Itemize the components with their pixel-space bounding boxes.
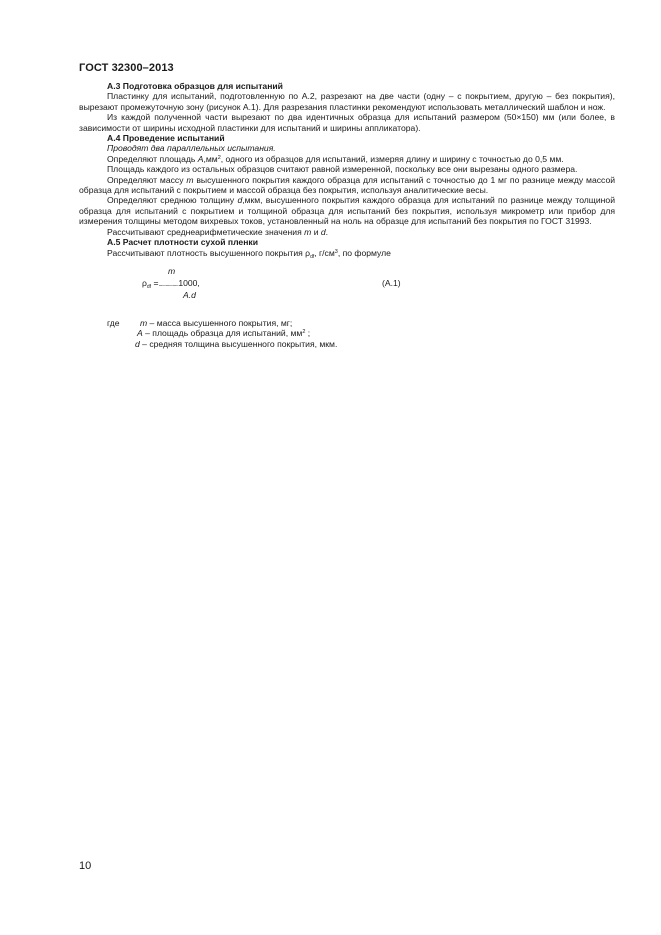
- variable-d: d: [237, 195, 243, 206]
- text: Определяют массу: [107, 174, 184, 185]
- formula-number: (А.1): [382, 277, 401, 288]
- variable-m: m: [186, 174, 194, 185]
- legend-label: где: [107, 317, 120, 328]
- variable-m: m: [304, 226, 312, 237]
- variable-d: d: [135, 338, 140, 349]
- section-a5-heading: А.5 Расчет плотности сухой пленки: [107, 237, 258, 248]
- text: ,мм: [203, 153, 218, 164]
- legend-item-m: [140, 318, 292, 328]
- page-content: [79, 81, 615, 358]
- superscript: 2: [217, 154, 221, 161]
- text: – средняя толщина высушенного покрытия, мкм.: [139, 338, 338, 349]
- formula-equals: =: [151, 277, 159, 288]
- document-title: ГОСТ 32300–2013: [79, 62, 174, 74]
- legend-item-d: [135, 339, 337, 349]
- formula-a1: [79, 266, 615, 310]
- formula-fraction-bar: .................: [158, 281, 179, 288]
- variable-legend: [79, 318, 615, 358]
- text: Определяют площадь: [107, 153, 196, 164]
- paragraph-a4-mass: [79, 175, 615, 196]
- text: Рассчитывают среднеарифметические значения: [107, 226, 302, 237]
- text: Определяют среднюю толщину: [107, 195, 235, 206]
- text: Рассчитывают плотность высушенного покрытия ρ: [107, 247, 311, 258]
- text: , г/см: [314, 247, 335, 258]
- paragraph-a4-parallel-tests: Проводят два параллельных испытания.: [107, 143, 276, 154]
- text: ;: [305, 328, 311, 339]
- formula-subscript: df: [146, 283, 152, 290]
- text: – масса высушенного покрытия, мг;: [147, 317, 293, 328]
- text: , одного из образцов для испытаний, измеряя длину и ширину с точностью до 0,5 мм.: [220, 153, 564, 164]
- formula-numerator: m: [168, 265, 176, 276]
- paragraph-a4-area: [79, 154, 615, 164]
- paragraph-a5-density: [79, 248, 615, 258]
- variable-m: m: [140, 317, 148, 328]
- formula-factor: 1000,: [178, 277, 200, 288]
- variable-a: A: [137, 328, 143, 339]
- paragraph-a4-average: [79, 227, 615, 237]
- superscript: 2: [302, 329, 306, 336]
- formula-denominator: A.d: [183, 289, 196, 300]
- text: высушенного покрытия каждого образца для испытаний с точностью до 1 мг по разнице между массой образца для испытаний с покрытием и массой образца без покрытия, используя аналитические весы.: [79, 174, 616, 196]
- paragraph-a4-other-samples: Площадь каждого из остальных образцов считают равной измеренной, поскольку все они вырезаны одного размера.: [107, 164, 578, 175]
- text: – площадь образца для испытаний, мм: [142, 328, 303, 339]
- text: .: [325, 226, 329, 237]
- superscript: 3: [334, 248, 338, 255]
- variable-a: A: [197, 153, 204, 164]
- subscript: df: [310, 253, 315, 260]
- paragraph-a3-cutting: Пластинку для испытаний, подготовленную по А.2, разрезают на две части (одну – с покрытием, другую – без покрытия), вырезают промежуточную зону (рисунок А.1). Для разрезания пластинки рекомендуют использовать металлический шаблон и нож.: [79, 91, 615, 112]
- text: ,мкм, высушенного покрытия каждого образца для испытаний по разнице между толщиной образца для испытаний с покрытием и толщиной образца для испытаний без покрытия, используя микрометр или прибор для измерения толщины методом вихревых токов, установленный на ноль на образце для испытаний без покрытия по ГОСТ 31993.: [79, 195, 616, 227]
- section-a4-heading: А.4 Проведение испытаний: [107, 133, 225, 144]
- text: и: [313, 226, 319, 237]
- formula-rho: ρ: [142, 277, 147, 288]
- legend-item-a: [137, 328, 310, 338]
- page-number: 10: [79, 860, 92, 872]
- variable-d: d: [320, 226, 326, 237]
- section-a3-heading: А.3 Подготовка образцов для испытаний: [107, 81, 283, 91]
- formula-left-side: [142, 278, 200, 290]
- text: , по формуле: [337, 247, 391, 258]
- paragraph-a3-samples: Из каждой полученной части вырезают по два идентичных образца для испытаний размером (50×150) мм (или более, в зависимости от ширины исходной пластинки для испытаний и ширины аппликатора).: [79, 112, 615, 133]
- paragraph-a4-thickness: [79, 195, 615, 226]
